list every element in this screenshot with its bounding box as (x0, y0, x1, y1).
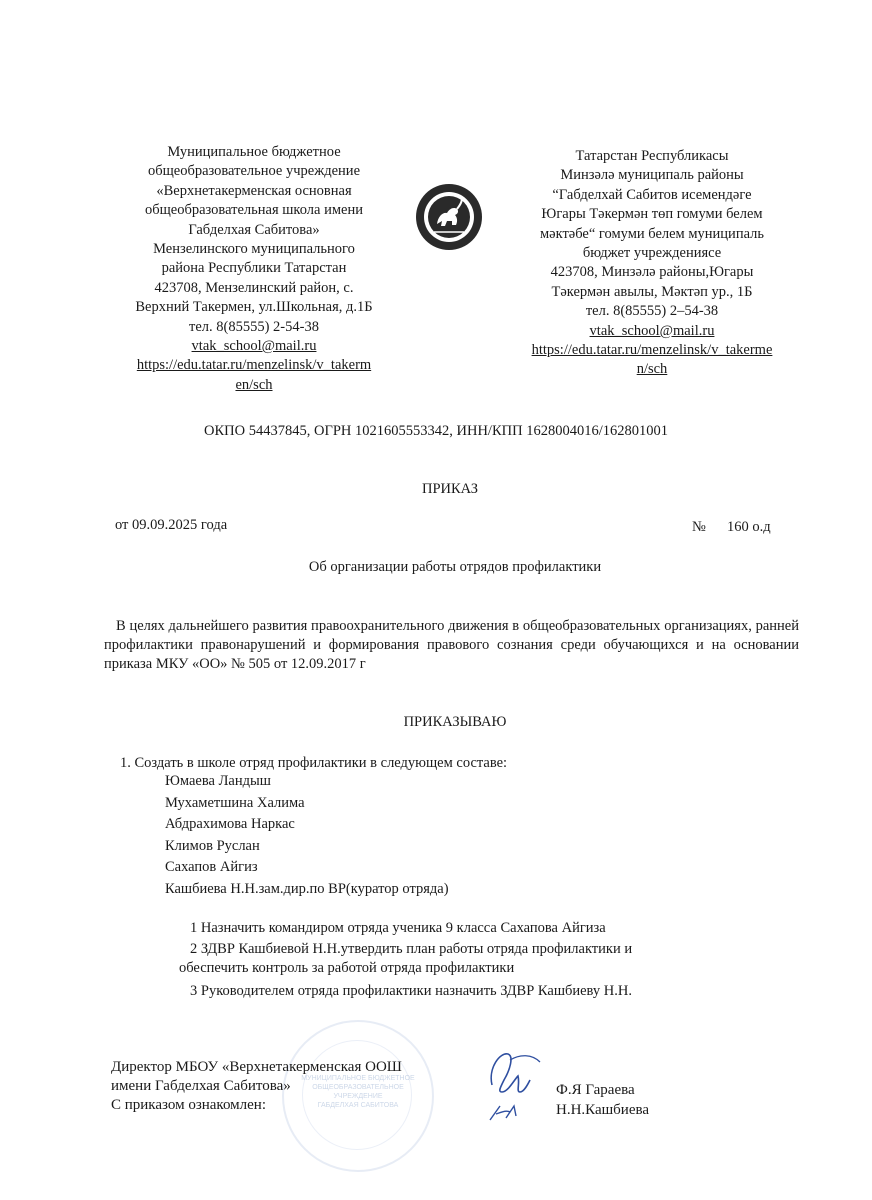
member-list (165, 772, 449, 901)
stamp-line: МУНИЦИПАЛЬНОЕ БЮДЖЕТНОЕ (301, 1075, 415, 1082)
order-preamble (104, 617, 799, 674)
school-stamp (282, 1020, 434, 1172)
school-stamp-text (284, 1074, 432, 1110)
header-right-line: мәктәбе“ гомуми белем муниципаль (539, 225, 764, 242)
tatarstan-emblem-icon (414, 182, 484, 252)
header-right-line: Югары Тәкермән төп гомуми белем (541, 206, 763, 223)
stamp-line: УЧРЕЖДЕНИЕ (333, 1093, 383, 1100)
member-item: Юмаева Ландыш (165, 773, 271, 789)
header-left-line: общеобразовательная школа имени (145, 202, 363, 219)
stamp-line: ГАБДЕЛХАЯ САБИТОВА (317, 1102, 399, 1109)
header-right (504, 147, 800, 380)
header-left-line: Мензелинского муниципального (153, 241, 355, 258)
member-item: Сахапов Айгиз (165, 859, 258, 875)
header-right-line: тел. 8(85555) 2–54-38 (585, 303, 719, 320)
order-item-1-marker: 1. (120, 755, 131, 771)
header-left-line: общеобразовательное учреждение (147, 163, 361, 180)
header-left-line: тел. 8(85555) 2-54-38 (189, 318, 319, 335)
header-right-email-link[interactable]: vtak_school@mail.ru (589, 322, 715, 339)
header-left-url-link[interactable]: https://edu.tatar.ru/menzelinsk/v_takerm (136, 357, 372, 374)
header-left-line: района Республики Татарстан (161, 260, 347, 277)
header-right-line: Тәкермән авылы, Мәктәп ур., 1Б (551, 283, 753, 300)
document-title: ПРИКАЗ (421, 481, 479, 497)
member-item: Абдрахимова Наркас (165, 816, 295, 832)
stamp-line: ОБЩЕОБРАЗОВАТЕЛЬНОЕ (312, 1084, 404, 1091)
header-right-line: бюджет учреждениясе (582, 245, 722, 262)
order-subject: Об организации работы отрядов профилактики (308, 559, 602, 575)
order-word: ПРИКАЗЫВАЮ (403, 714, 507, 730)
order-date: от 09.09.2025 года (115, 517, 228, 533)
signature-position-line1: Директор МБОУ «Верхнетакерменская ООШ (111, 1059, 402, 1075)
header-left-line: «Верхнетакерменская основная (156, 182, 352, 199)
header-left-email-link[interactable]: vtak_school@mail.ru (191, 338, 317, 355)
header-right-line: “Габделхай Сабитов исемендәге (552, 186, 752, 203)
header-left (108, 143, 400, 395)
header-right-url-link-cont[interactable]: n/sch (636, 361, 668, 378)
header-right-line: Татарстан Республикасы (575, 148, 729, 164)
header-left-url-link-cont[interactable]: en/sch (235, 376, 273, 393)
order-item-2: 1 Назначить командиром отряда ученика 9 класса Сахапова Айгиза (190, 920, 606, 936)
header-left-line: Муниципальное бюджетное (167, 144, 341, 160)
member-item: Климов Руслан (165, 837, 260, 854)
header-right-url-link[interactable]: https://edu.tatar.ru/menzelinsk/v_takerme (531, 342, 773, 359)
order-item-3-cont: обеспечить контроль за работой отряда профилактики (179, 960, 515, 976)
header-left-line: Верхний Такермен, ул.Школьная, д.1Б (135, 299, 373, 316)
registration-codes: ОКПО 54437845, ОГРН 1021605553342, ИНН/КПП 1628004016/162801001 (204, 423, 668, 439)
handwritten-signature-icon (470, 1040, 560, 1130)
header-left-line: 423708, Мензелинский район, с. (154, 279, 354, 296)
order-item-4: 3 Руководителем отряда профилактики назначить ЗДВР Кашбиеву Н.Н. (190, 983, 632, 999)
order-number: 160 о.д (727, 519, 771, 535)
header-right-line: 423708, Минзәлә районы,Югары (550, 264, 754, 281)
order-preamble-text: В целях дальнейшего развития правоохранительного движения в общеобразовательных организациях, ранней профилактики правонарушений и формирования правового сознания среди обучающихся и на основании приказа МКУ «ОО» № 505 от 12.09.2017 г (104, 618, 799, 672)
acquainted-name: Н.Н.Кашбиева (556, 1102, 650, 1118)
header-left-line: Габделхая Сабитова» (188, 221, 320, 238)
member-item: Кашбиева Н.Н.зам.дир.по ВР(куратор отряда) (165, 880, 449, 897)
order-item-3: 2 ЗДВР Кашбиевой Н.Н.утвердить план работы отряда профилактики и (190, 941, 633, 957)
director-name: Ф.Я Гараева (556, 1082, 635, 1098)
signature-position-line2: имени Габделхая Сабитова» (111, 1078, 291, 1094)
header-right-line: Минзәлә муниципаль районы (560, 167, 744, 184)
member-item: Мухаметшина Халима (165, 794, 305, 811)
order-item-1 (120, 754, 507, 773)
order-item-1-text: Создать в школе отряд профилактики в следующем составе: (134, 755, 508, 771)
order-number-sign: № (692, 519, 706, 535)
acquainted-label: С приказом ознакомлен: (111, 1097, 267, 1113)
